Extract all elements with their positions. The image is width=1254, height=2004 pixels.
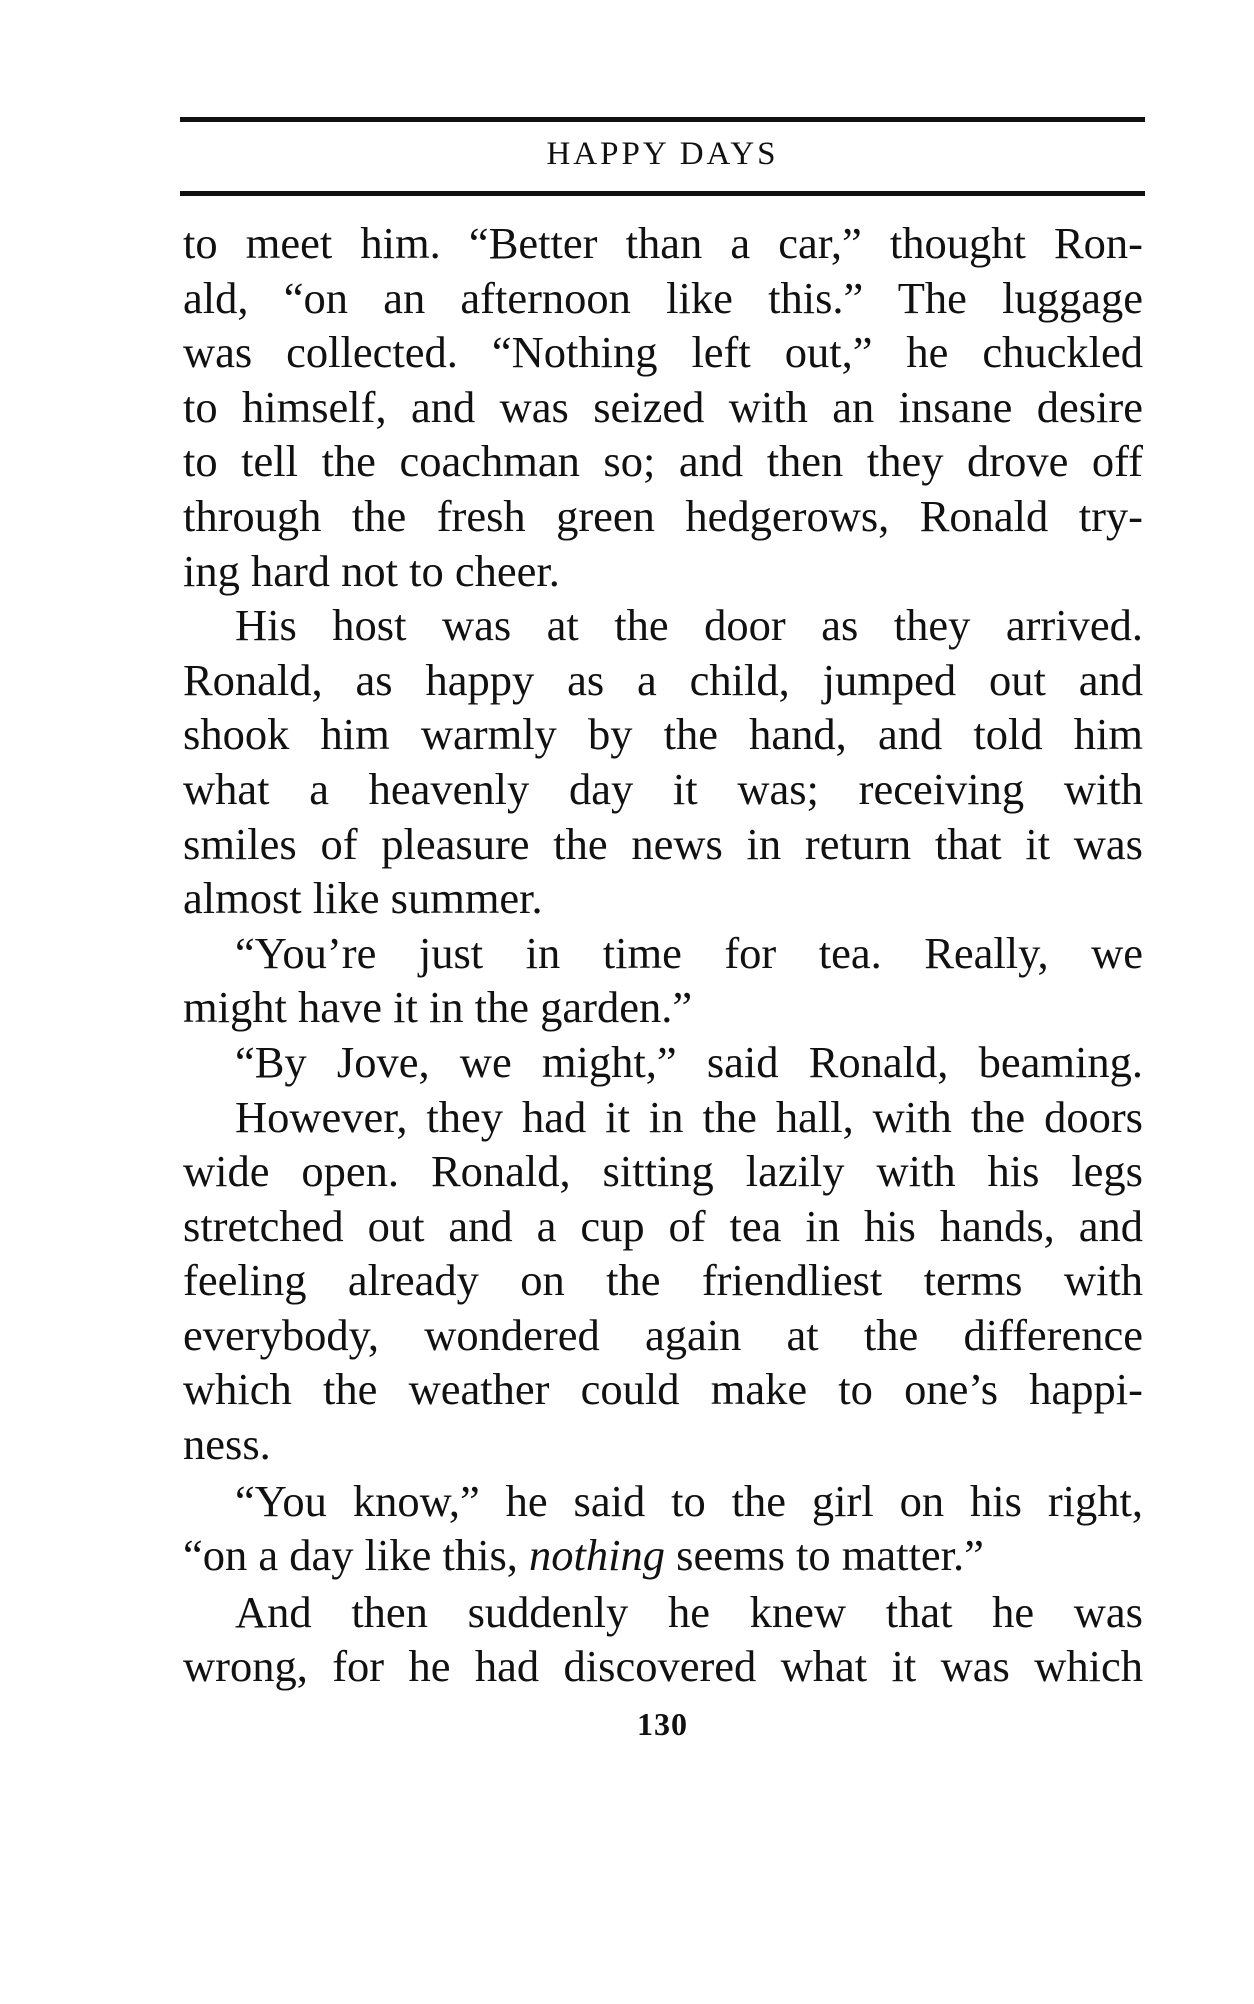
text-line: “You’re just in time for tea. Really, we xyxy=(235,927,1143,978)
text-line: what a heavenly day it was; receiving with xyxy=(183,763,1143,814)
italic-line-after: seems to matter.” xyxy=(665,1530,984,1581)
text-line: ing hard not to cheer. xyxy=(183,545,560,596)
text-line: And then suddenly he knew that he was xyxy=(235,1586,1143,1637)
text-line: “You know,” he said to the girl on his right, xyxy=(235,1475,1143,1526)
text-line: Ronald, as happy as a child, jumped out and xyxy=(183,654,1143,705)
text-line: wrong, for he had discovered what it was which xyxy=(183,1641,1143,1692)
text-line: feeling already on the friendliest terms with xyxy=(183,1255,1143,1306)
text-line: which the weather could make to one’s happi- xyxy=(183,1364,1143,1415)
header-rule-bottom xyxy=(180,191,1145,196)
text-line: His host was at the door as they arrived. xyxy=(235,600,1143,651)
text-line: “By Jove, we might,” said Ronald, beaming. xyxy=(235,1036,1143,1087)
text-line: However, they had it in the hall, with the doors xyxy=(235,1091,1143,1142)
header-rule-top xyxy=(180,117,1145,122)
text-line: shook him warmly by the hand, and told him xyxy=(183,709,1143,760)
text-line: wide open. Ronald, sitting lazily with his legs xyxy=(183,1146,1143,1197)
text-line: everybody, wondered again at the difference xyxy=(183,1309,1143,1360)
text-line: was collected. “Nothing left out,” he chuckled xyxy=(183,327,1143,378)
text-line: ness. xyxy=(183,1419,271,1470)
body-text xyxy=(183,216,1143,1694)
text-line: to meet him. “Better than a car,” thought Ron- xyxy=(183,218,1143,268)
text-line: might have it in the garden.” xyxy=(183,982,693,1033)
running-head: HAPPY DAYS xyxy=(546,136,779,172)
text-line-italic xyxy=(183,1528,1143,1583)
italic-line-before: “on a day like this, xyxy=(183,1530,530,1581)
text-line: ald, “on an afternoon like this.” The luggage xyxy=(183,272,1143,323)
italic-emphasis: nothing xyxy=(529,1530,666,1581)
text-line: smiles of pleasure the news in return that it was xyxy=(183,818,1143,869)
text-line: stretched out and a cup of tea in his hands, and xyxy=(183,1200,1143,1251)
text-line: to himself, and was seized with an insane desire xyxy=(183,381,1143,432)
text-line: almost like summer. xyxy=(183,873,543,924)
text-line: through the fresh green hedgerows, Ronald try- xyxy=(183,490,1143,541)
page-number: 130 xyxy=(637,1706,688,1742)
text-line: to tell the coachman so; and then they drove off xyxy=(183,436,1143,487)
